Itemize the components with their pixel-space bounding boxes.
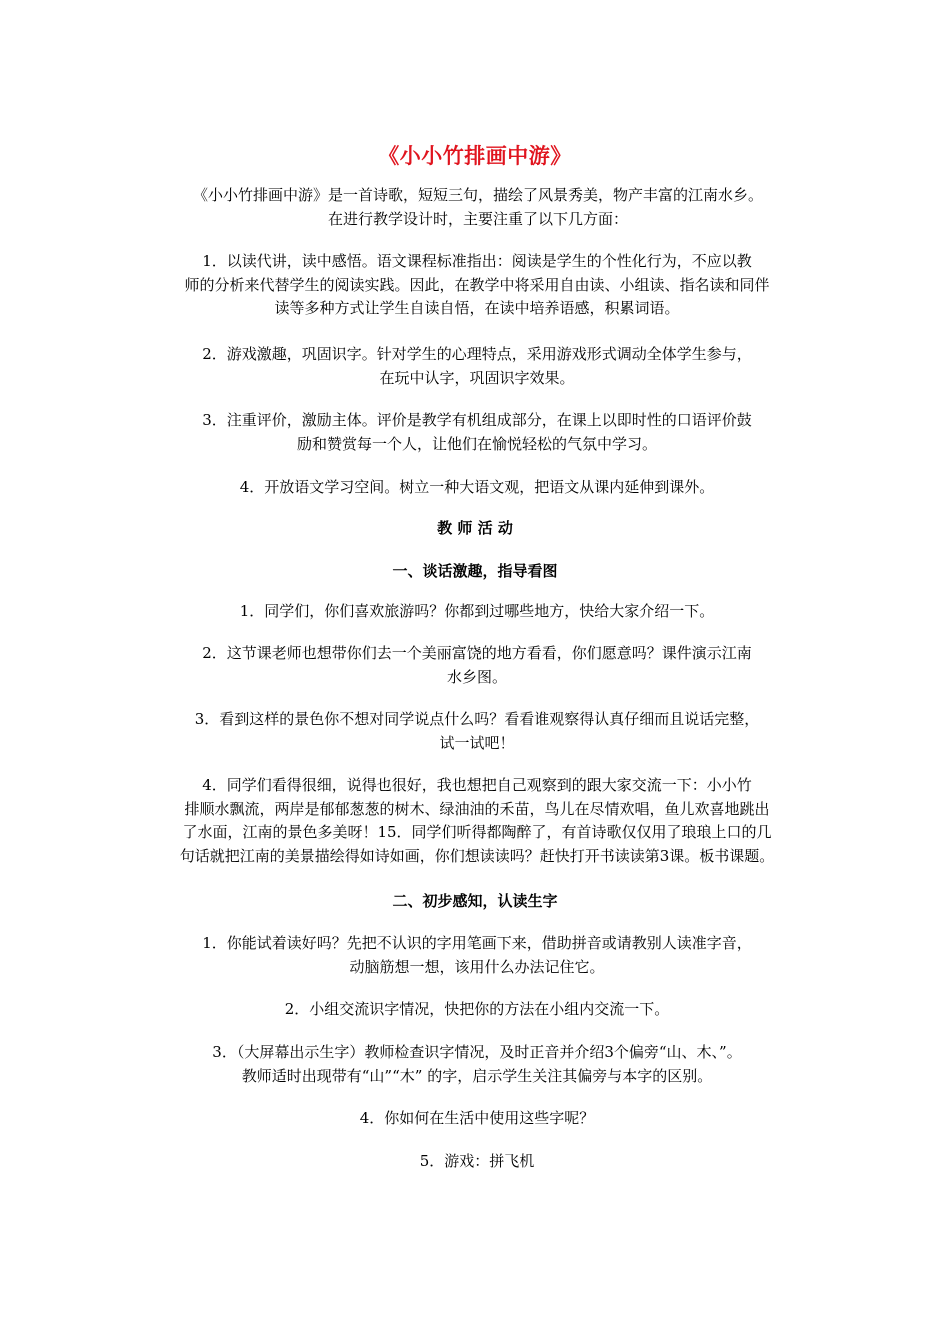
- section-2-item-4: [145, 1107, 809, 1131]
- point-2-paragraph: [145, 343, 809, 390]
- section-1-item-2-line-2: 水乡图。: [446, 667, 507, 686]
- section-1-item-2-line-1: 2．这节课老师也想带你们去一个美丽富饶的地方看看，你们愿意吗？课件演示江南: [202, 644, 752, 662]
- point-2-line-1: 2．游戏激趣，巩固识字。针对学生的心理特点，采用游戏形式调动全体学生参与，: [202, 345, 752, 363]
- point-2-line-2: 在玩中认字，巩固识字效果。: [379, 368, 575, 387]
- section-2-item-2-line-1: 2．小组交流识字情况，快把你的方法在小组内交流一下。: [284, 1000, 670, 1018]
- section-1-item-4-line-1: 4．同学们看得很细，说得也很好，我也想把自己观察到的跟大家交流一下：小小竹: [202, 776, 752, 794]
- section-2-item-4-line-1: 4．你如何在生活中使用这些字呢？: [359, 1109, 595, 1127]
- section-1-item-1: [145, 600, 809, 624]
- point-1-line-2: 师的分析来代替学生的阅读实践。因此，在教学中将采用自由读、小组读、指名读和同伴: [184, 275, 770, 294]
- section-1-item-4-line-3: 了水面，江南的景色多美呀！15．同学们听得都陶醉了，有首诗歌仅仅用了琅琅上口的几: [182, 823, 772, 841]
- section-2-item-5-line-1: 5．游戏：拼飞机: [419, 1152, 535, 1170]
- point-3-paragraph: [145, 409, 809, 456]
- point-1-line-3: 读等多种方式让学生自读自悟，在读中培养语感，积累词语。: [274, 299, 680, 317]
- section-1-item-2: [145, 642, 809, 689]
- section-2-item-1-line-2: 动脑筋想一想，该用什么办法记住它。: [349, 957, 605, 976]
- point-4-paragraph: [145, 476, 809, 500]
- section-2-item-3: [145, 1041, 809, 1088]
- section-1-item-4-line-2: 排顺水飘流，两岸是郁郁葱葱的树木、绿油油的禾苗，鸟儿在尽情欢唱，鱼儿欢喜地跳出: [184, 799, 770, 818]
- point-3-line-2: 励和赞赏每一个人，让他们在愉悦轻松的气氛中学习。: [296, 434, 657, 453]
- intro-paragraph: [140, 184, 816, 231]
- section-2-item-5: [145, 1150, 809, 1174]
- section-1-item-3: [145, 708, 809, 755]
- point-4-line-1: 4．开放语文学习空间。树立一种大语文观，把语文从课内延伸到课外。: [239, 478, 715, 496]
- section-1-item-3-line-1: 3．看到这样的景色你不想对同学说点什么吗？看看谁观察得认真仔细而且说话完整，: [194, 710, 760, 728]
- point-1-paragraph: [145, 250, 809, 321]
- section-1-heading: 一、谈话激趣，指导看图: [392, 562, 558, 580]
- section-2-item-1: [145, 932, 809, 979]
- section-2-item-1-line-1: 1．你能试着读好吗？先把不认识的字用笔画下来，借助拼音或请教别人读准字音，: [202, 934, 752, 952]
- section-2-item-2: [145, 998, 809, 1022]
- section-2-heading: 二、初步感知，认读生字: [392, 892, 558, 910]
- point-3-line-1: 3．注重评价，激励主体。评价是教学有机组成部分，在课上以即时性的口语评价鼓: [202, 411, 752, 429]
- section-2-item-3-line-1: 3．（大屏幕出示生字）教师检查识字情况，及时正音并介绍3个偏旁“山、木、”。: [212, 1043, 742, 1061]
- point-1-line-1: 1．以读代讲，读中感悟。语文课程标准指出：阅读是学生的个性化行为，不应以教: [202, 252, 752, 270]
- section-1-item-4-line-4: 句话就把江南的美景描绘得如诗如画，你们想读读吗？赶快打开书读读第3课。板书课题。: [179, 846, 775, 865]
- intro-line-1: 《小小竹排画中游》是一首诗歌，短短三句，描绘了风景秀美，物产丰富的江南水乡。: [192, 186, 763, 204]
- section-2-item-3-line-2: 教师适时出现带有“山”“木” 的字，启示学生关注其偏旁与本字的区别。: [241, 1066, 713, 1085]
- section-1-item-1-line-1: 1．同学们，你们喜欢旅游吗？你都到过哪些地方，快给大家介绍一下。: [239, 602, 715, 620]
- document-title: 《小小竹排画中游》: [378, 143, 572, 168]
- section-1-item-4: [145, 774, 809, 868]
- teacher-activity-heading: 教 师 活 动: [437, 519, 513, 537]
- intro-line-2: 在进行教学设计时，主要注重了以下几方面：: [327, 209, 628, 228]
- section-1-item-3-line-2: 试一试吧！: [439, 733, 515, 752]
